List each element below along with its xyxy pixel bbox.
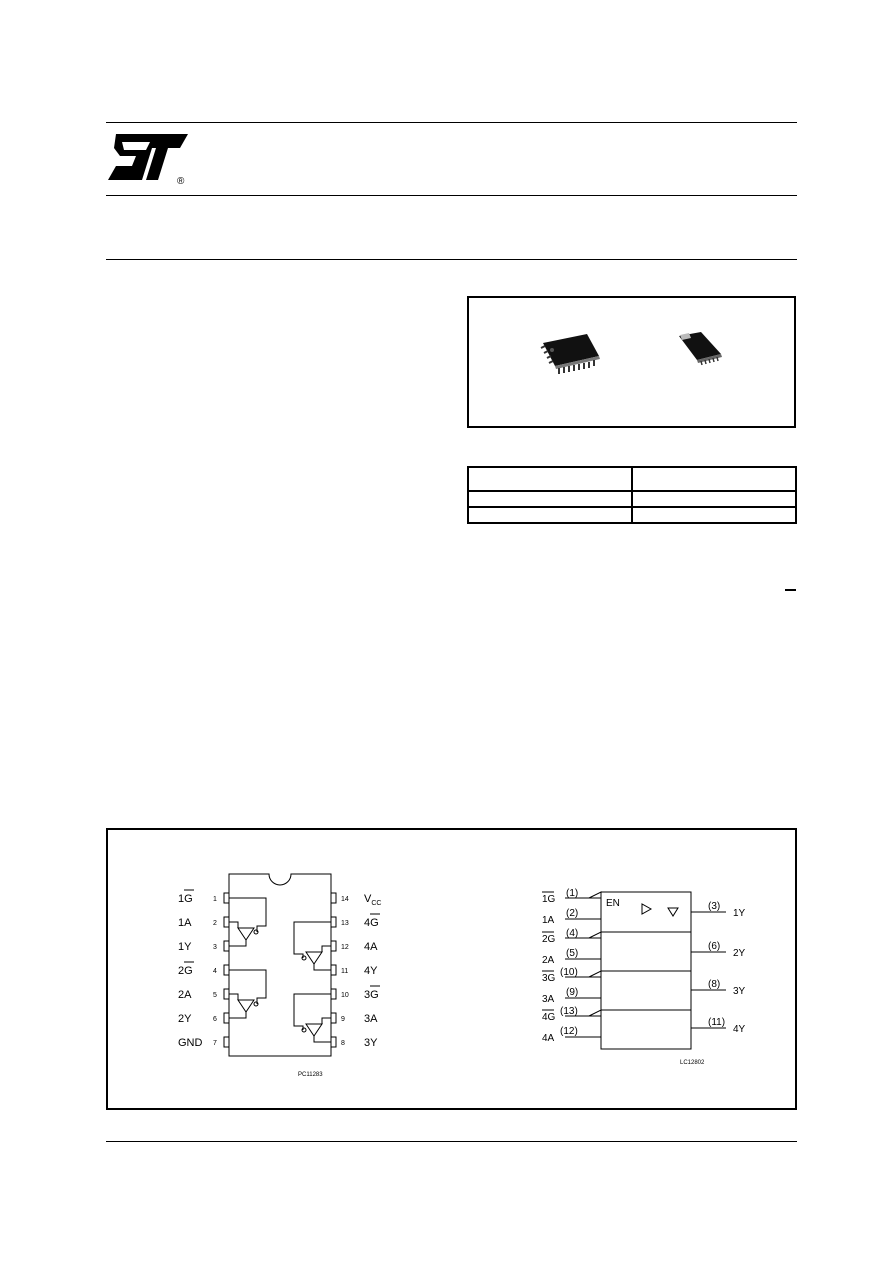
pin-number: 3	[213, 944, 217, 951]
pin-number: 11	[341, 968, 349, 975]
pin-numbers-right	[341, 896, 349, 1047]
pin-number: 13	[341, 920, 349, 927]
iec-output-label: 4Y	[733, 1024, 746, 1035]
enable-label: EN	[606, 898, 620, 909]
pin-label: 3G	[364, 989, 379, 1001]
pin-number: 5	[213, 992, 217, 999]
pin-label: 3Y	[364, 1037, 378, 1049]
iec-input-label: 3G	[542, 973, 556, 984]
pin-label: 2A	[178, 989, 192, 1001]
pin-number: 1	[213, 896, 217, 903]
pin-label: 1Y	[178, 941, 192, 953]
iec-logic-symbol	[565, 892, 726, 1049]
pin-label: 4A	[364, 941, 378, 953]
table-cell	[632, 491, 796, 507]
pin-label: 1A	[178, 917, 192, 929]
iec-input-label: 4A	[542, 1033, 555, 1044]
pin-label: 4G	[364, 917, 379, 929]
figure-code: LC12802	[680, 1060, 705, 1066]
order-codes-table	[467, 466, 797, 524]
iec-output-label: 3Y	[733, 986, 746, 997]
pin-label: $V_{CC}$	[364, 893, 382, 907]
header-rule	[106, 195, 797, 196]
iec-output-label: 1Y	[733, 908, 746, 919]
table-header-cell	[632, 467, 796, 491]
iec-pin-number: (5)	[566, 948, 579, 959]
iec-input-pins	[560, 888, 578, 1037]
pin-number: 10	[341, 992, 349, 999]
iec-pin-number: (11)	[708, 1017, 726, 1028]
iec-pin-number: (9)	[566, 987, 579, 998]
pin-labels-right	[364, 893, 381, 1049]
table-row	[468, 491, 796, 507]
pin-labels-left	[178, 893, 203, 1049]
table-header-cell	[468, 467, 632, 491]
iec-input-label: 1G	[542, 894, 556, 905]
iec-pin-number: (3)	[708, 901, 721, 912]
table-cell	[468, 507, 632, 523]
tssop-package-image	[679, 332, 722, 365]
st-logo	[106, 132, 190, 188]
iec-pin-number: (13)	[560, 1006, 578, 1017]
overline-mark	[785, 589, 796, 591]
figure-code: PC11283	[298, 1072, 323, 1078]
pin-number: 12	[341, 944, 349, 951]
pin-number: 2	[213, 920, 217, 927]
pin-number: 6	[213, 1016, 217, 1023]
iec-pin-number: (1)	[566, 888, 579, 899]
pin-number: 9	[341, 1016, 345, 1023]
pin-numbers-left	[213, 896, 217, 1047]
pin-number: 7	[213, 1040, 217, 1047]
iec-input-label: 2A	[542, 955, 555, 966]
pin-number: 4	[213, 968, 217, 975]
sop-package-image	[541, 334, 600, 374]
iec-pin-number: (2)	[566, 908, 579, 919]
iec-pin-number: (10)	[560, 967, 578, 978]
iec-pin-number: (12)	[560, 1026, 578, 1037]
iec-pin-number: (8)	[708, 979, 721, 990]
pin-connection-diagram	[224, 874, 336, 1056]
table-header-row	[468, 467, 796, 491]
pin-label: 4Y	[364, 965, 378, 977]
iec-output-label: 2Y	[733, 948, 746, 959]
pin-label: GND	[178, 1037, 203, 1049]
package-images-box	[467, 296, 796, 428]
iec-input-label: 1A	[542, 915, 555, 926]
pin-label: 1G	[178, 893, 193, 905]
table-row	[468, 507, 796, 523]
figure-diagrams	[108, 830, 795, 1108]
package-images	[469, 298, 794, 426]
pin-number: 8	[341, 1040, 345, 1047]
iec-input-label: 3A	[542, 994, 555, 1005]
pin-label: 2Y	[178, 1013, 192, 1025]
registered-mark: ®	[177, 176, 185, 187]
iec-input-label: 2G	[542, 934, 556, 945]
pin-label: 2G	[178, 965, 193, 977]
footer-rule	[106, 1141, 797, 1142]
figure-box	[106, 828, 797, 1110]
pin-number: 14	[341, 896, 349, 903]
pin-label: 3A	[364, 1013, 378, 1025]
iec-pin-number: (6)	[708, 941, 721, 952]
table-cell	[468, 491, 632, 507]
table-cell	[632, 507, 796, 523]
iec-overline-marks	[542, 892, 554, 1010]
iec-pin-number: (4)	[566, 928, 579, 939]
title-rule	[106, 259, 797, 260]
iec-output-pins	[708, 901, 725, 1028]
iec-input-label: 4G	[542, 1012, 556, 1023]
top-rule	[106, 122, 797, 123]
iec-output-labels	[733, 908, 746, 1035]
iec-input-labels	[542, 894, 556, 1044]
